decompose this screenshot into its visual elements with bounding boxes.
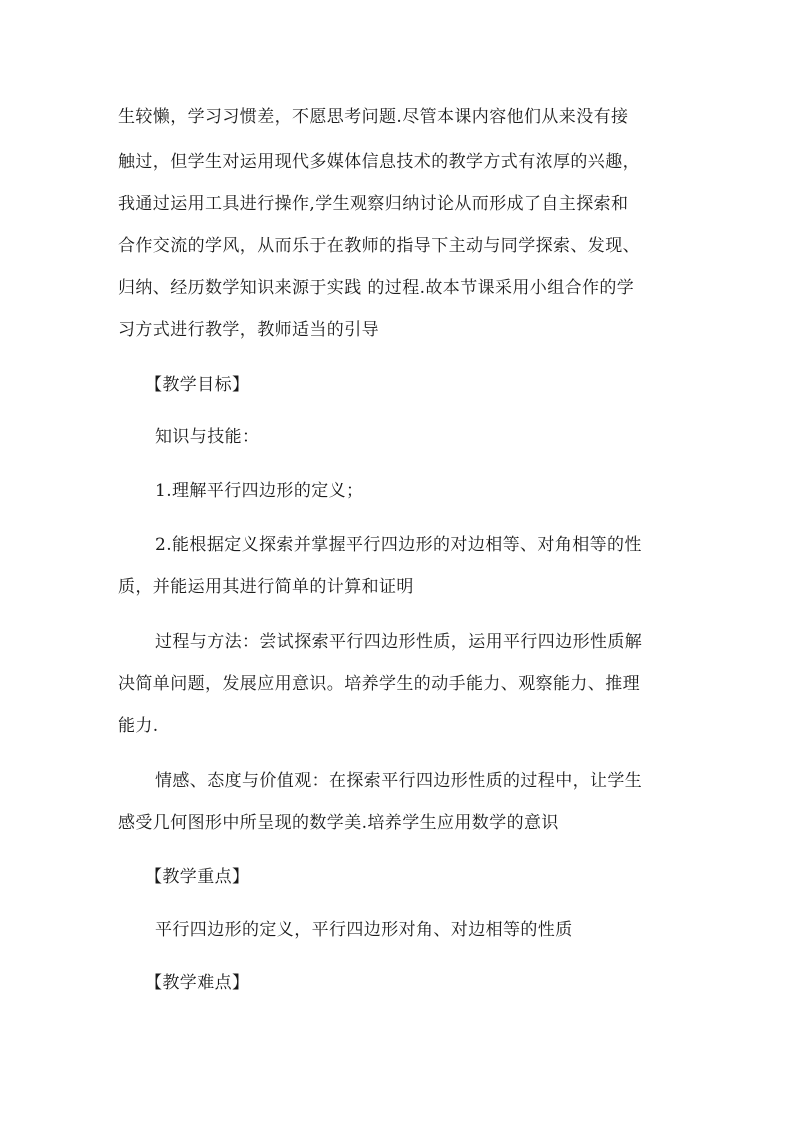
heading-objectives: 【教学目标】 <box>145 375 250 395</box>
heading-key-points: 【教学重点】 <box>145 867 250 887</box>
paragraph-intro-line: 合作交流的学风，从而乐于在教师的指导下主动与同学探索、发现、 <box>118 236 640 256</box>
process-method-line: 决简单问题，发展应用意识。培养学生的动手能力、观察能力、推理 <box>118 674 640 694</box>
heading-difficulties: 【教学难点】 <box>145 973 250 993</box>
objective-2-line: 质，并能运用其进行简单的计算和证明 <box>118 577 414 597</box>
paragraph-intro-line: 归纳、经历数学知识来源于实践 的过程.故本节课采用小组合作的学 <box>118 278 635 298</box>
process-method-line: 能力. <box>118 716 159 736</box>
process-method-line: 过程与方法：尝试探索平行四边形性质，运用平行四边形性质解 <box>155 632 643 652</box>
emotion-attitude-line: 感受几何图形中所呈现的数学美.培养学生应用数学的意识 <box>118 813 559 833</box>
key-points-text: 平行四边形的定义，平行四边形对角、对边相等的性质 <box>155 920 573 940</box>
paragraph-intro-line: 习方式进行教学，教师适当的引导 <box>118 320 379 340</box>
emotion-attitude-line: 情感、态度与价值观：在探索平行四边形性质的过程中，让学生 <box>155 771 643 791</box>
objective-2-line: 2.能根据定义探索并掌握平行四边形的对边相等、对角相等的性 <box>155 535 642 555</box>
objective-1: 1.理解平行四边形的定义； <box>155 481 364 501</box>
paragraph-intro-line: 触过，但学生对运用现代多媒体信息技术的教学方式有浓厚的兴趣， <box>118 152 640 172</box>
knowledge-label: 知识与技能： <box>155 427 260 447</box>
paragraph-intro-line: 我通过运用工具进行操作,学生观察归纳讨论从而形成了自主探索和 <box>118 194 629 214</box>
paragraph-intro-line: 生较懒，学习习惯差，不愿思考问题.尽管本课内容他们从来没有接 <box>118 107 629 127</box>
